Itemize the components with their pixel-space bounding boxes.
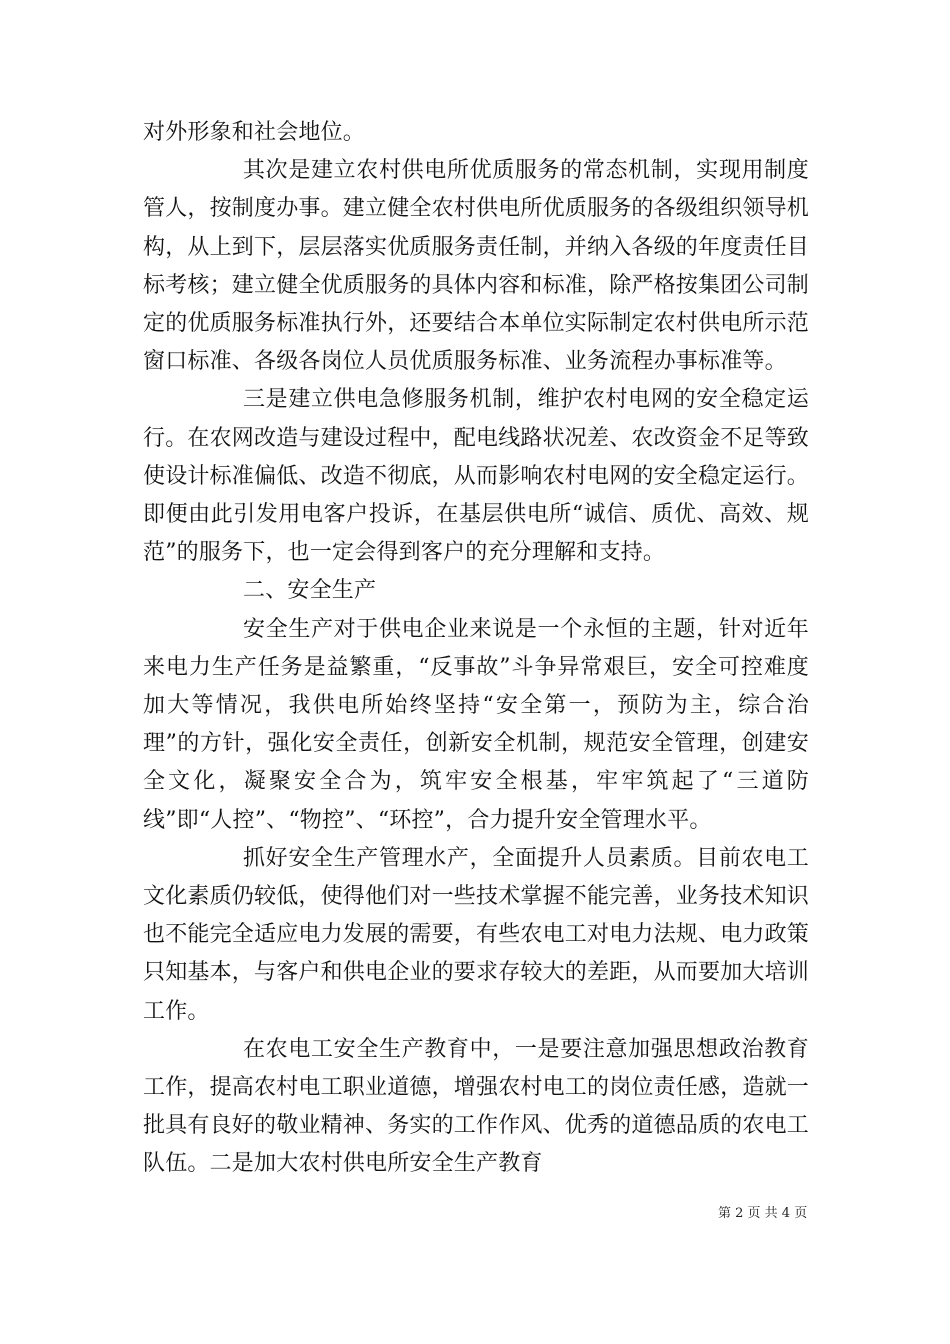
paragraph-7: 在农电工安全生产教育中，一是要注意加强思想政治教育工作，提高农村电工职业道德，增强农村电工的岗位责任感，造就一批具有良好的敬业精神、务实的工作作风、优秀的道德品质的农电工队伍。二是加大农村供电所安全生产教育	[143, 1036, 810, 1177]
page-number-footer: 第 2 页 共 4 页	[718, 1206, 808, 1221]
paragraph-3: 三是建立供电急修服务机制，维护农村电网的安全稳定运行。在农网改造与建设过程中，配电线路状况差、农改资金不足等致使设计标准偏低、改造不彻底，从而影响农村电网的安全稳定运行。即便由此引发用电客户投诉，在基层供电所“诚信、质优、高效、规范”的服务下，也一定会得到客户的充分理解和支持。	[143, 387, 810, 566]
paragraph-6: 抓好安全生产管理水产，全面提升人员素质。目前农电工文化素质仍较低，使得他们对一些技术掌握不能完善，业务技术知识也不能完全适应电力发展的需要，有些农电工对电力法规、电力政策只知基本，与客户和供电企业的要求存较大的差距，从而要加大培训工作。	[143, 845, 810, 1024]
paragraph-2: 其次是建立农村供电所优质服务的常态机制，实现用制度管人，按制度办事。建立健全农村供电所优质服务的各级组织领导机构，从上到下，层层落实优质服务责任制，并纳入各级的年度责任目标考核；建立健全优质服务的具体内容和标准，除严格按集团公司制定的优质服务标准执行外，还要结合本单位实际制定农村供电所示范窗口标准、各级各岗位人员优质服务标准、业务流程办事标准等。	[143, 158, 810, 375]
paragraph-1: 对外形象和社会地位。	[143, 120, 366, 145]
paragraph-5: 安全生产对于供电企业来说是一个永恒的主题，针对近年来电力生产任务是益繁重，“反事故”斗争异常艰巨，安全可控难度加大等情况，我供电所始终坚持“安全第一，预防为主，综合治理”的方针，强化安全责任，创新安全机制，规范安全管理，创建安全文化，凝聚安全合为，筑牢安全根基，牢牢筑起了“三道防线”即“人控”、“物控”、“环控”，合力提升安全管理水平。	[143, 616, 809, 833]
document-body	[143, 114, 809, 1184]
section-heading-safety: 二、安全生产	[243, 578, 377, 604]
